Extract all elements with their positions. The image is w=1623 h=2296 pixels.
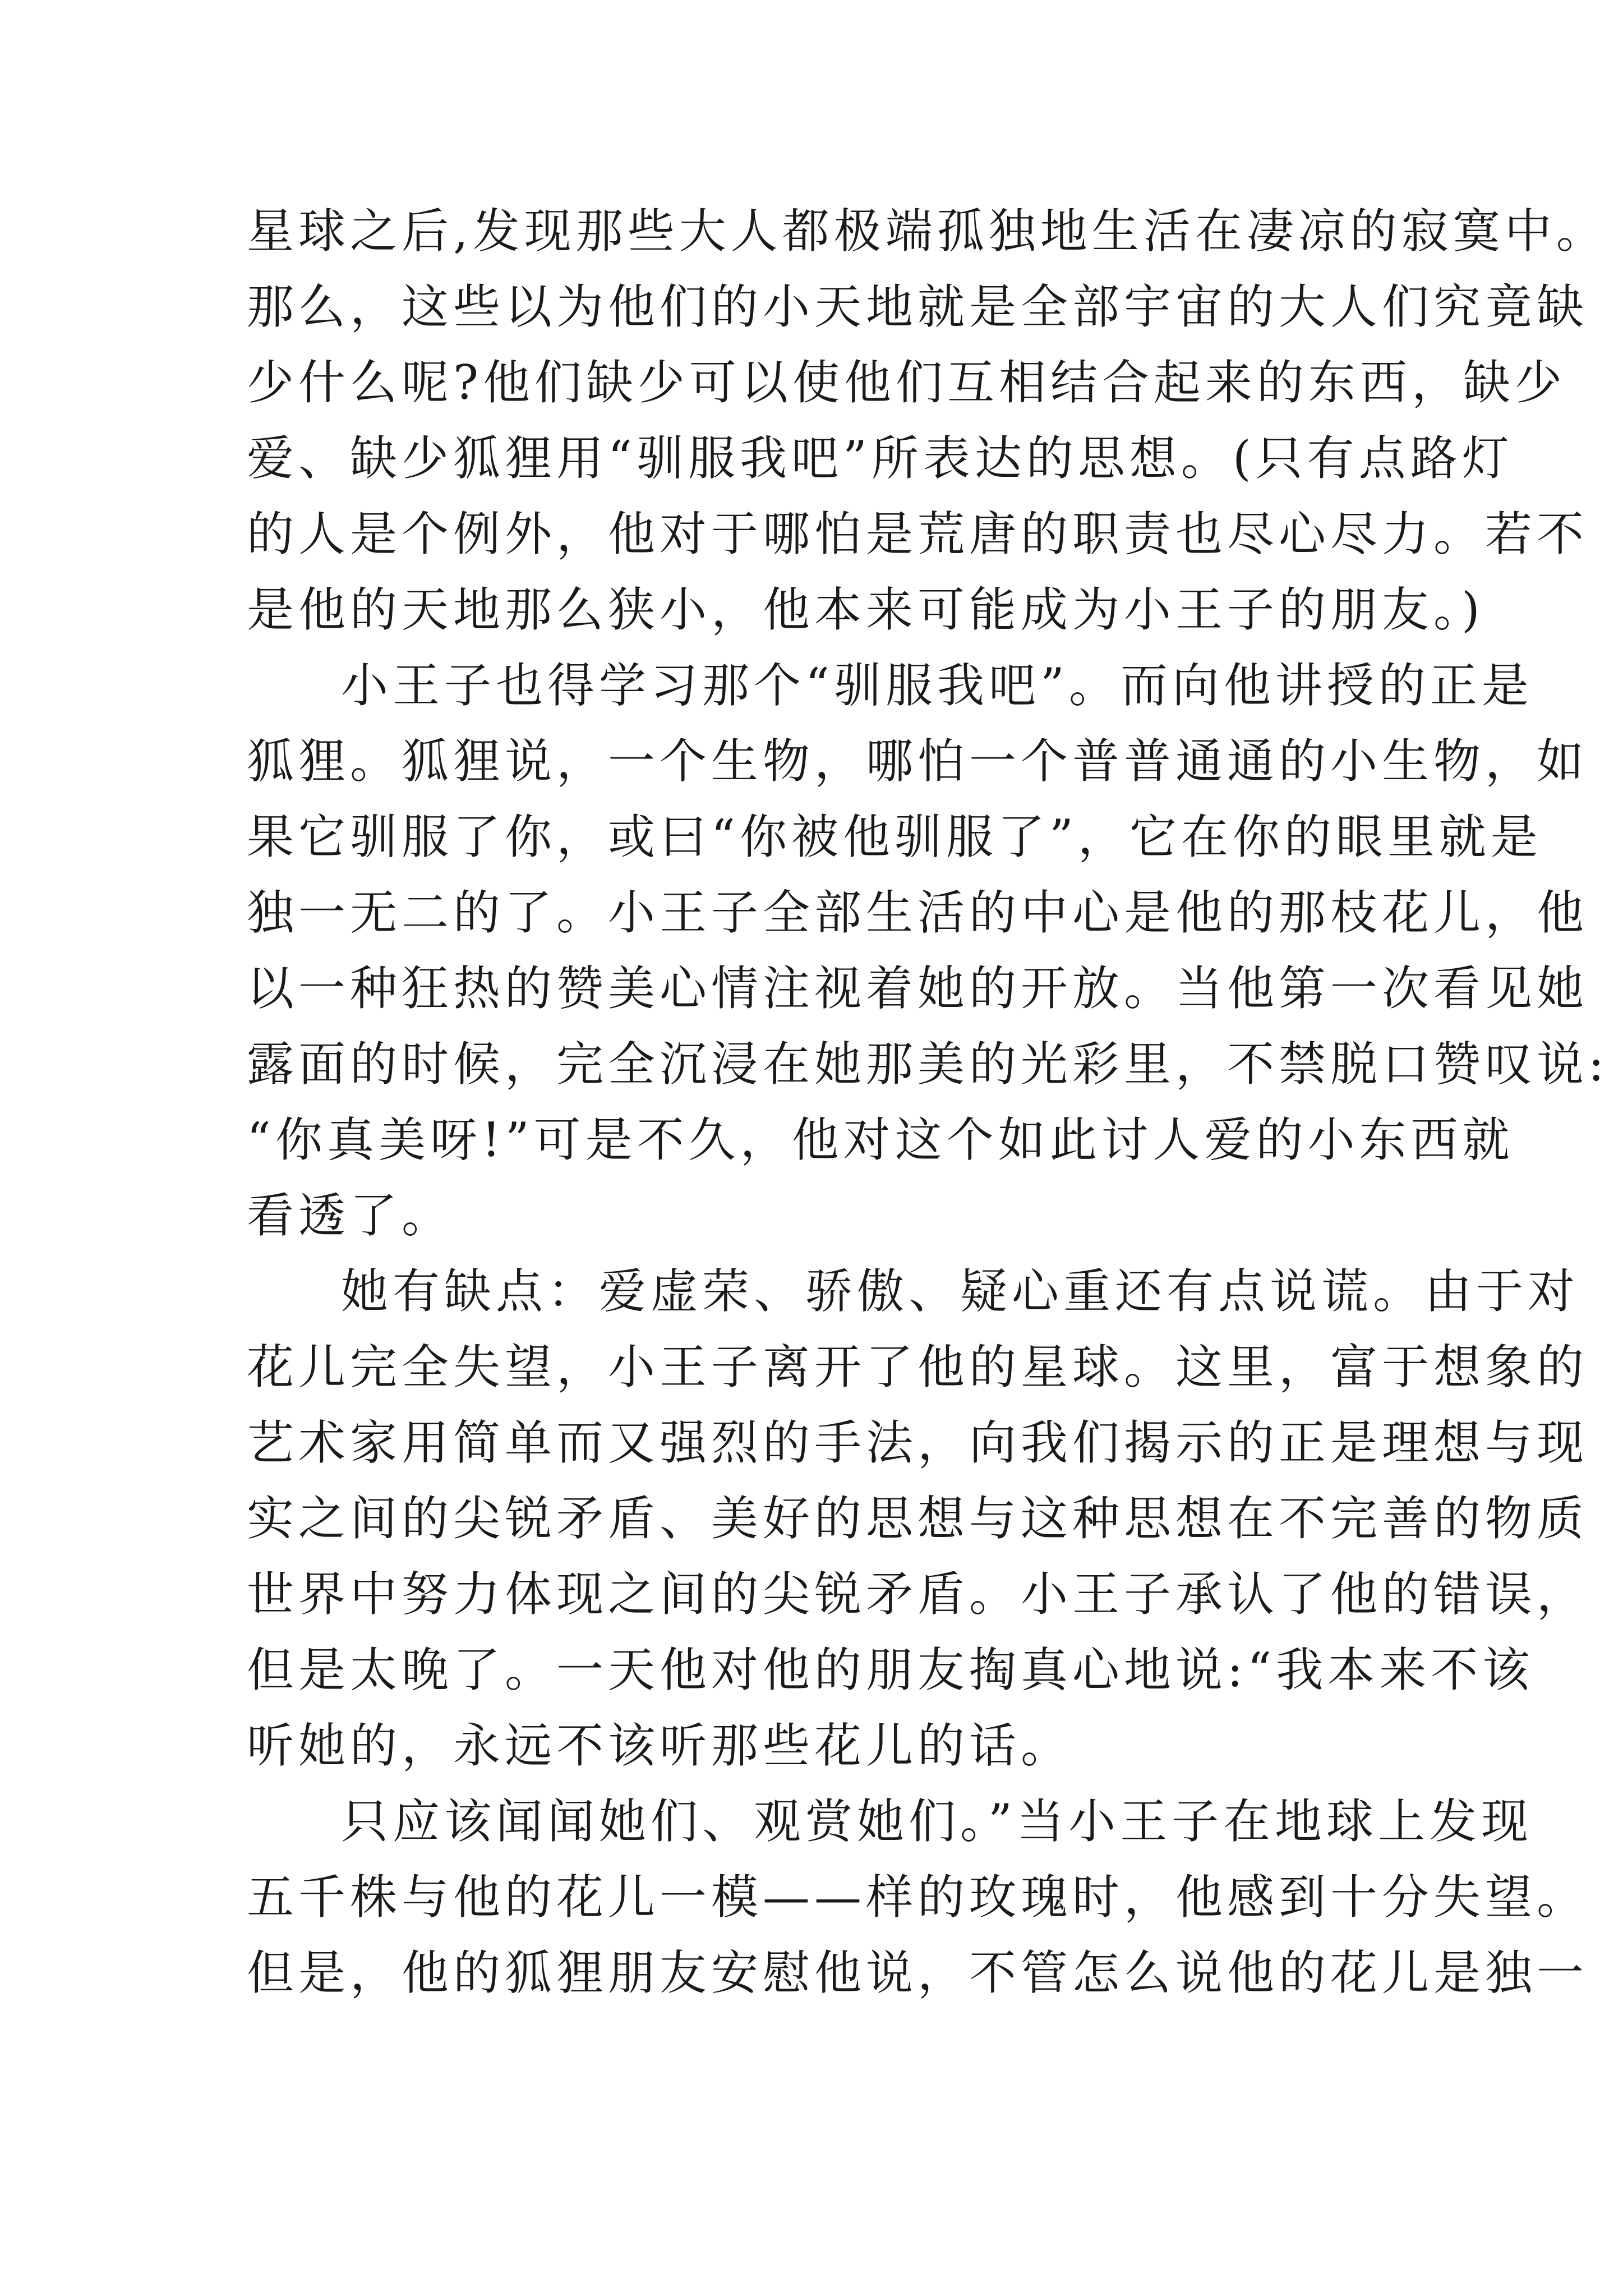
text-line-23: 五千株与他的花儿一模——样的玫瑰时，他感到十分失望。 xyxy=(247,1870,1589,1925)
text-line-2: 那么，这些以为他们的小天地就是全部宇宙的大人们究竟缺 xyxy=(247,279,1589,334)
text-line-3: 少什么呢?他们缺少可以使他们互相结合起来的东西，缺少 xyxy=(247,355,1567,410)
text-line-21: 听她的，永远不该听那些花儿的话。 xyxy=(247,1718,1073,1773)
text-line-8: 狐狸。狐狸说，一个生物，哪怕一个普普通通的小生物，如 xyxy=(247,734,1589,789)
text-line-11: 以一种狂热的赞美心情注视着她的开放。当他第一次看见她 xyxy=(247,961,1589,1016)
text-line-24: 但是，他的狐狸朋友安慰他说，不管怎么说他的花儿是独一 xyxy=(247,1945,1589,2000)
text-line-10: 独一无二的了。小王子全部生活的中心是他的那枝花儿，他 xyxy=(247,885,1589,940)
text-line-15: 她有缺点：爱虚荣、骄傲、疑心重还有点说谎。由于对 xyxy=(341,1264,1580,1319)
text-line-14: 看透了。 xyxy=(247,1188,454,1243)
text-line-22: 只应该闻闻她们、观赏她们。”当小王子在地球上发现 xyxy=(341,1794,1533,1849)
text-line-16: 花儿完全失望，小王子离开了他的星球。这里，富于想象的 xyxy=(247,1340,1589,1395)
text-line-19: 世界中努力体现之间的尖锐矛盾。小王子承认了他的错误， xyxy=(247,1567,1589,1622)
body-text xyxy=(247,194,1609,2011)
text-line-7: 小王子也得学习那个“驯服我吧”。而向他讲授的正是 xyxy=(341,658,1533,713)
text-line-5: 的人是个例外，他对于哪怕是荒唐的职责也尽心尽力。若不 xyxy=(247,507,1589,562)
text-line-9: 果它驯服了你，或曰“你被他驯服了”，它在你的眼里就是 xyxy=(247,809,1542,864)
text-line-18: 实之间的尖锐矛盾、美好的思想与这种思想在不完善的物质 xyxy=(247,1491,1589,1546)
text-line-17: 艺术家用简单而又强烈的手法，向我们揭示的正是理想与现 xyxy=(247,1415,1589,1470)
text-line-6: 是他的天地那么狭小，他本来可能成为小王子的朋友。) xyxy=(247,582,1484,637)
text-line-1: 星球之后,发现那些大人都极端孤独地生活在凄凉的寂寞中。 xyxy=(247,204,1608,259)
text-line-12: 露面的时候，完全沉浸在她那美的光彩里，不禁脱口赞叹说: xyxy=(247,1037,1609,1092)
text-line-13: “你真美呀!”可是不久，他对这个如此讨人爱的小东西就 xyxy=(247,1112,1514,1167)
text-line-20: 但是太晚了。一天他对他的朋友掏真心地说:“我本来不该 xyxy=(247,1642,1534,1697)
text-line-4: 爱、缺少狐狸用“驯服我吧”所表达的思想。(只有点路灯 xyxy=(247,431,1514,486)
